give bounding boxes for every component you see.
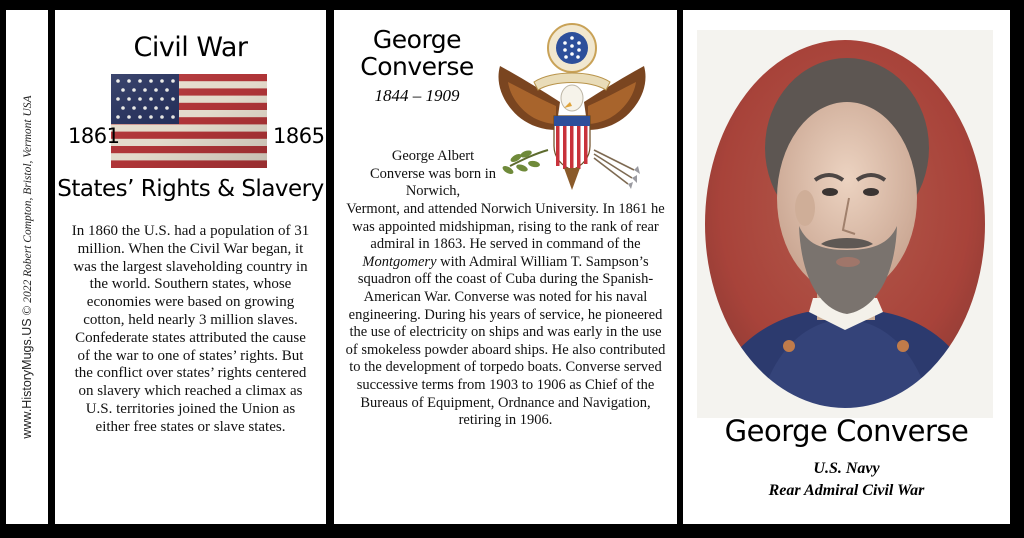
bio-text-part1: Vermont, and attended Norwich University. In 1861 he was appointed midshipman, rising to the rank of rear admiral in 1863. He served in command of the bbox=[346, 201, 665, 253]
bio-body bbox=[342, 201, 669, 430]
copyright-symbol: © bbox=[19, 305, 34, 316]
credit-text bbox=[19, 95, 35, 438]
biography-card bbox=[334, 10, 677, 524]
rank-title: Rear Admiral Civil War bbox=[768, 482, 925, 499]
great-seal-eagle-icon bbox=[486, 18, 658, 194]
portrait-name: George Converse bbox=[724, 414, 969, 448]
credit-line: 2022 Robert Compton, Bristol, Vermont USA bbox=[22, 95, 34, 303]
service-branch: U.S. Navy bbox=[813, 460, 880, 477]
us-flag-icon bbox=[111, 74, 267, 168]
portrait-image bbox=[697, 30, 993, 418]
side-credit-strip bbox=[6, 10, 48, 524]
civil-war-title: Civil War bbox=[133, 32, 248, 63]
portrait-card bbox=[683, 10, 1010, 524]
bio-intro: George Albert Converse was born in Norwich, bbox=[369, 148, 497, 200]
civil-war-summary: In 1860 the U.S. had a population of 31 million. When the Civil War began, it was the largest slaveholding country in the world. Southern states, whose economies were based on growing cotton, held nearly 3 million slaves. Confederate states attributed the cause of the war to one of states’ rights. But the conflict over states’ rights centered on slavery which reached a climax as U.S. territories joined the Union as either free states or slave states. bbox=[71, 223, 310, 435]
card-subtitle: States’ Rights & Slavery bbox=[57, 176, 324, 202]
end-year: 1865 bbox=[273, 124, 325, 148]
bio-text-part2: with Admiral William T. Sampson’s squadron off the coast of Cuba during the Spanish-American War. Converse was noted for his naval engineering. During his years of service, he pioneered the use of electricity on ships and was early in the use of smokeless powder aboard ships. He also contributed to the development of torpedo boats. Converse served successive terms from 1903 to 1906 as Chief of the Bureaus of Equipment, Ordnance and Navigation, retiring in 1906. bbox=[345, 253, 666, 429]
site-url[interactable]: www.HistoryMugs.US bbox=[20, 318, 34, 439]
start-year: 1861 bbox=[68, 124, 120, 148]
portrait-frame bbox=[697, 30, 993, 418]
bio-name-first: George bbox=[372, 25, 462, 54]
life-dates: 1844 – 1909 bbox=[374, 86, 460, 105]
ship-name: Montgomery bbox=[362, 253, 437, 270]
bio-name bbox=[352, 26, 482, 80]
bio-name-last: Converse bbox=[360, 52, 474, 81]
civil-war-card bbox=[55, 10, 326, 524]
